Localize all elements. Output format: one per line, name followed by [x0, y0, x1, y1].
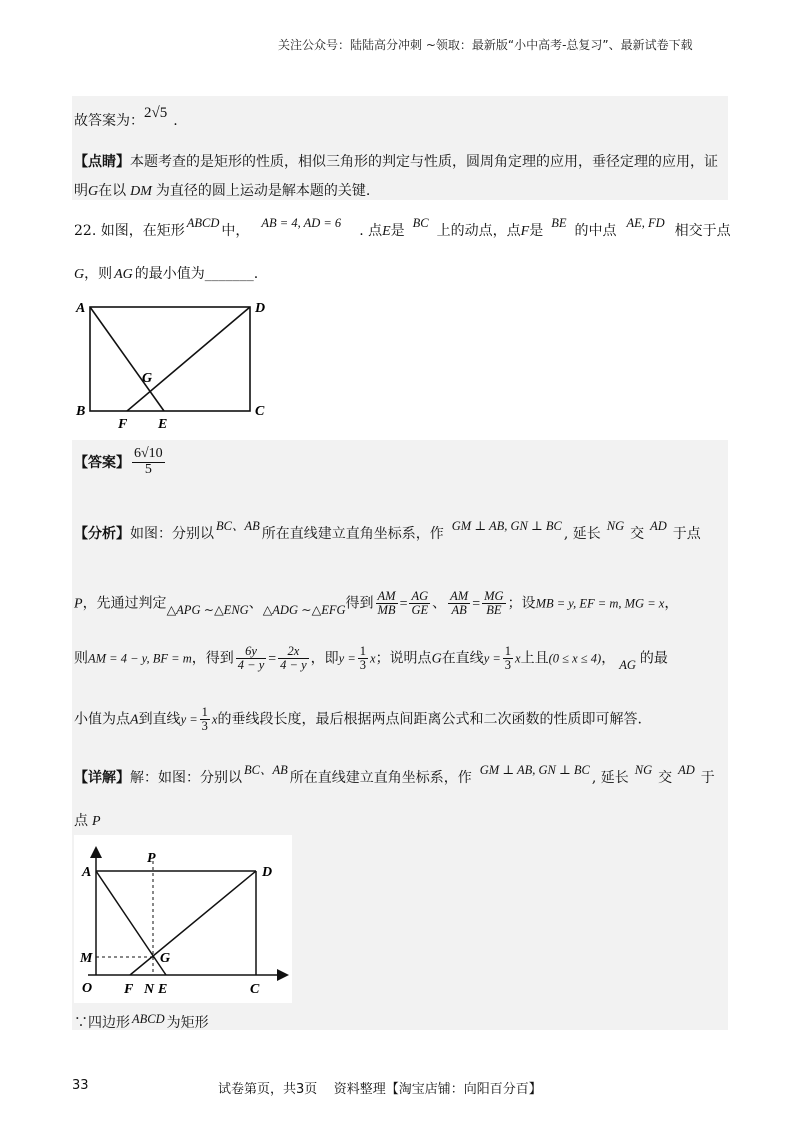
page-number: 33 [72, 1078, 89, 1093]
comment-line-1: 【点睛】本题考查的是矩形的性质，相似三角形的判定与性质，圆周角定理的应用，垂径定理的应用，证 [74, 154, 718, 170]
label-a: A [82, 865, 92, 880]
label-g: G [142, 371, 153, 386]
question-22-line-2: G，则 AG 的最小值为_______. [74, 266, 259, 282]
figure-rectangle-abcd [70, 292, 270, 432]
question-22-line-1: 22. 如图，在矩形 ABCD 中， AB = 4, AD = 6 . 点E是 BC 上的动点，点F是 BE 的中点 AE, FD 相交于点 [74, 216, 731, 239]
rectangle-abcd [90, 307, 250, 411]
detail-line-2: 点 P [74, 813, 101, 829]
analysis-line-2: P，先通过判定△APG ∼△ENG、△ADG ∼△EFG得到 $\frac{AM}{MB}$ = $\frac{AG}{GE}$ 、 $\frac{AM}{AB}$ = $\frac{MG}{BE}$ ；设MB = y, EF = m, MG = x， [74, 589, 679, 618]
label-n: N [144, 982, 155, 997]
label-e: E [158, 982, 168, 997]
figure-coordinate-system [74, 835, 292, 1003]
detail-line-3: ∵四边形 ABCD 为矩形 [74, 1012, 209, 1031]
label-f: F [118, 417, 128, 432]
analysis-line-1: 【分析】如图：分别以 BC、AB 所在直线建立直角坐标系，作 GM ⊥ AB, GN ⊥ BC , 延长 NG 交 AD 于点 [74, 519, 701, 542]
analysis-line-3: 则AM = 4 − y, BF = m，得到 $\frac{6y}{4 - y}$ = $\frac{2x}{4 - y}$ ，即y = $\frac{1}{3}$ x；说明点G在直线y = $\frac{1}{3}$ x上且(0 ≤ x ≤ 4)， AG 的最 [74, 644, 668, 673]
segment-fd [127, 307, 250, 411]
segment-ae [90, 307, 164, 411]
analysis-line-4: 小值为点A到直线y = $\frac{1}{3}$ x的垂线段长度，最后根据两点间距离公式和二次函数的性质即可解答. [74, 705, 642, 734]
label-d: D [255, 301, 266, 316]
label-d: D [262, 865, 273, 880]
segment-ae [96, 871, 166, 975]
label-f: F [124, 982, 134, 997]
label-o: O [82, 981, 93, 996]
label-c: C [250, 982, 260, 997]
label-e: E [158, 417, 168, 432]
detail-line-1: 【详解】解：如图：分别以 BC、AB 所在直线建立直角坐标系，作 GM ⊥ AB, GN ⊥ BC , 延长 NG 交 AD 于 [74, 763, 715, 786]
label-p: P [147, 851, 156, 866]
page-header: 关注公众号：陆陆高分冲刺 ~领取：最新版“小中高考-总复习”、最新试卷下载 [278, 38, 693, 52]
label-g: G [160, 951, 171, 966]
answer-line: 【答案】 $\frac{6√10}{5}$ [74, 446, 163, 477]
label-m: M [80, 951, 93, 966]
label-b: B [76, 404, 86, 419]
label-a: A [76, 301, 86, 316]
label-c: C [255, 404, 265, 419]
answer-fraction: $\frac{6√10}{5}$ [134, 446, 163, 477]
previous-answer-line: 故答案为：2√5 . [74, 105, 178, 129]
comment-line-2: 明G在以 DM 为直径的圆上运动是解本题的关键. [74, 183, 371, 199]
segment-fd [130, 871, 256, 975]
page-footer: 试卷第页，共3页 资料整理【淘宝店铺：向阳百分百】 [218, 1082, 542, 1097]
